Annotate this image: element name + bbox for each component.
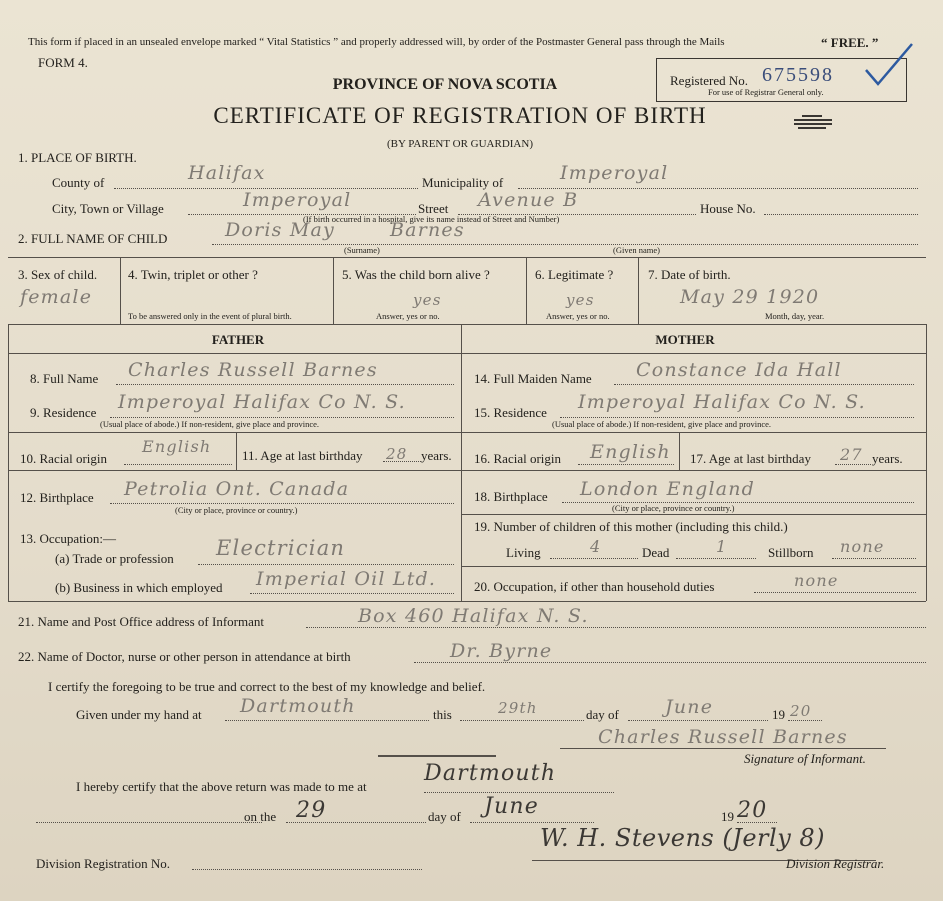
business-value: Imperial Oil Ltd.	[256, 568, 437, 590]
day-of-label: day of	[586, 707, 619, 722]
on-the-label: on the	[244, 809, 277, 824]
father-residence-note: (Usual place of abode.) If non-resident, give place and province.	[100, 419, 320, 429]
father-heading: FATHER	[211, 332, 265, 347]
child-given-name: Doris May	[225, 219, 335, 241]
child-surname: Barnes	[390, 219, 465, 241]
this-label: this	[433, 707, 452, 722]
mother-occupation-label: 20. Occupation, if other than household duties	[474, 579, 715, 594]
mother-birthplace: London England	[580, 478, 756, 500]
sex-label: 3. Sex of child.	[18, 267, 98, 282]
free-label: “ FREE. ”	[821, 35, 879, 50]
certificate-title: CERTIFICATE OF REGISTRATION OF BIRTH	[213, 103, 707, 128]
mother-age-label: 17. Age at last birthday	[690, 451, 811, 466]
mother-name-label: 14. Full Maiden Name	[474, 371, 592, 386]
registrar-caption: Division Registrar.	[786, 856, 885, 871]
county-value: Halifax	[188, 162, 266, 184]
registrar-general-note: For use of Registrar General only.	[708, 87, 824, 97]
dob-note: Month, day, year.	[765, 311, 825, 321]
registered-number: 675598	[762, 64, 834, 86]
city-label: City, Town or Village	[52, 201, 164, 216]
mother-birthplace-label: 18. Birthplace	[474, 489, 548, 504]
child-name-label: 2. FULL NAME OF CHILD	[18, 231, 168, 246]
mother-racial-label: 16. Racial origin	[474, 451, 562, 466]
father-birthplace: Petrolia Ont. Canada	[124, 478, 350, 500]
born-alive-value: yes	[413, 291, 442, 309]
father-racial: English	[142, 437, 212, 456]
informant-label: 21. Name and Post Office address of Informant	[18, 614, 264, 629]
children-count-label: 19. Number of children of this mother (including this child.)	[474, 519, 788, 534]
surname-caption: (Surname)	[344, 245, 380, 255]
father-birthplace-note: (City or place, province or country.)	[175, 505, 298, 515]
province-heading: PROVINCE OF NOVA SCOTIA	[332, 76, 558, 93]
mother-residence-label: 15. Residence	[474, 405, 547, 420]
given-under-label: Given under my hand at	[76, 707, 202, 722]
place-of-birth-heading: 1. PLACE OF BIRTH.	[18, 150, 137, 165]
sex-value: female	[20, 286, 93, 308]
legitimate-note: Answer, yes or no.	[546, 311, 610, 321]
registrar-year: 20	[737, 798, 768, 823]
twin-label: 4. Twin, triplet or other ?	[128, 267, 258, 282]
given-day: 29th	[498, 699, 538, 717]
twin-note: To be answered only in the event of plural birth.	[128, 311, 292, 321]
dob-value: May 29 1920	[680, 286, 820, 308]
given-year: 20	[790, 702, 812, 720]
registrar-month: June	[484, 794, 539, 819]
registered-label: Registered No.	[670, 73, 748, 88]
check-mark-icon	[860, 40, 920, 90]
certificate-subtitle: (BY PARENT OR GUARDIAN)	[387, 138, 533, 150]
given-name-caption: (Given name)	[613, 245, 660, 255]
father-birthplace-label: 12. Birthplace	[20, 490, 94, 505]
dead-value: 1	[716, 537, 728, 556]
living-value: 4	[590, 537, 602, 556]
trade-value: Electrician	[216, 536, 346, 560]
mother-birthplace-note: (City or place, province or country.)	[612, 503, 735, 513]
informant-signature: Charles Russell Barnes	[598, 726, 848, 748]
postal-notice: This form if placed in an unsealed envelope marked “ Vital Statistics ” and properly addressed will, by order of the Postmaster General pass through the Mails	[28, 36, 725, 48]
born-alive-label: 5. Was the child born alive ?	[342, 267, 490, 282]
mother-age: 27	[840, 445, 863, 464]
stillborn-value: none	[840, 537, 885, 556]
father-age-label: 11. Age at last birthday	[242, 448, 363, 463]
doctor-label: 22. Name of Doctor, nurse or other person in attendance at birth	[18, 649, 351, 664]
registrar-day: 29	[296, 798, 327, 823]
father-age: 28	[386, 445, 408, 463]
given-month: June	[665, 696, 714, 718]
county-label: County of	[52, 175, 105, 190]
street-label: Street	[418, 201, 449, 216]
father-residence: Imperoyal Halifax Co N. S.	[118, 391, 406, 413]
hospital-note: (If birth occurred in a hospital, give its name instead of Street and Number)	[303, 214, 560, 224]
registrar-day-of-label: day of	[428, 809, 461, 824]
mother-heading: MOTHER	[655, 332, 715, 347]
registrar-year-prefix: 19	[721, 809, 734, 824]
mother-residence-note: (Usual place of abode.) If non-resident, give place and province.	[552, 419, 772, 429]
father-name-label: 8. Full Name	[30, 371, 99, 386]
informant-address: Box 460 Halifax N. S.	[358, 605, 589, 627]
father-racial-label: 10. Racial origin	[20, 451, 108, 466]
mother-name: Constance Ida Hall	[636, 359, 842, 381]
city-value: Imperoyal	[243, 189, 352, 211]
given-year-prefix: 19	[772, 707, 785, 722]
living-label: Living	[506, 545, 541, 560]
mother-years: years.	[872, 451, 903, 466]
doctor-name: Dr. Byrne	[450, 640, 553, 662]
dob-label: 7. Date of birth.	[648, 267, 731, 282]
mother-residence: Imperoyal Halifax Co N. S.	[578, 391, 866, 413]
mother-occupation: none	[794, 571, 839, 590]
postal-stamp-icon	[792, 112, 834, 132]
dead-label: Dead	[642, 545, 670, 560]
form-number: FORM 4.	[38, 55, 88, 70]
registrar-signature: W. H. Stevens (Jerly 8)	[540, 824, 826, 852]
registrar-place: Dartmouth	[424, 761, 557, 786]
municipality-value: Imperoyal	[560, 162, 669, 184]
division-registration-label: Division Registration No.	[36, 856, 170, 871]
father-name: Charles Russell Barnes	[128, 359, 378, 381]
municipality-label: Municipality of	[422, 175, 504, 190]
stillborn-label: Stillborn	[768, 545, 814, 560]
registrar-statement: I hereby certify that the above return was made to me at	[76, 779, 367, 794]
certify-statement: I certify the foregoing to be true and correct to the best of my knowledge and belief.	[48, 679, 486, 694]
street-value: Avenue B	[478, 189, 579, 211]
born-alive-note: Answer, yes or no.	[376, 311, 440, 321]
legitimate-value: yes	[566, 291, 595, 309]
father-occupation-label: 13. Occupation:—	[20, 531, 117, 546]
father-years: years.	[421, 448, 452, 463]
trade-label: (a) Trade or profession	[55, 551, 174, 566]
mother-racial: English	[590, 441, 671, 463]
given-place: Dartmouth	[240, 695, 356, 717]
legitimate-label: 6. Legitimate ?	[535, 267, 614, 282]
father-residence-label: 9. Residence	[30, 405, 97, 420]
house-number-label: House No.	[700, 201, 756, 216]
informant-signature-caption: Signature of Informant.	[744, 751, 866, 766]
business-label: (b) Business in which employed	[55, 580, 223, 595]
